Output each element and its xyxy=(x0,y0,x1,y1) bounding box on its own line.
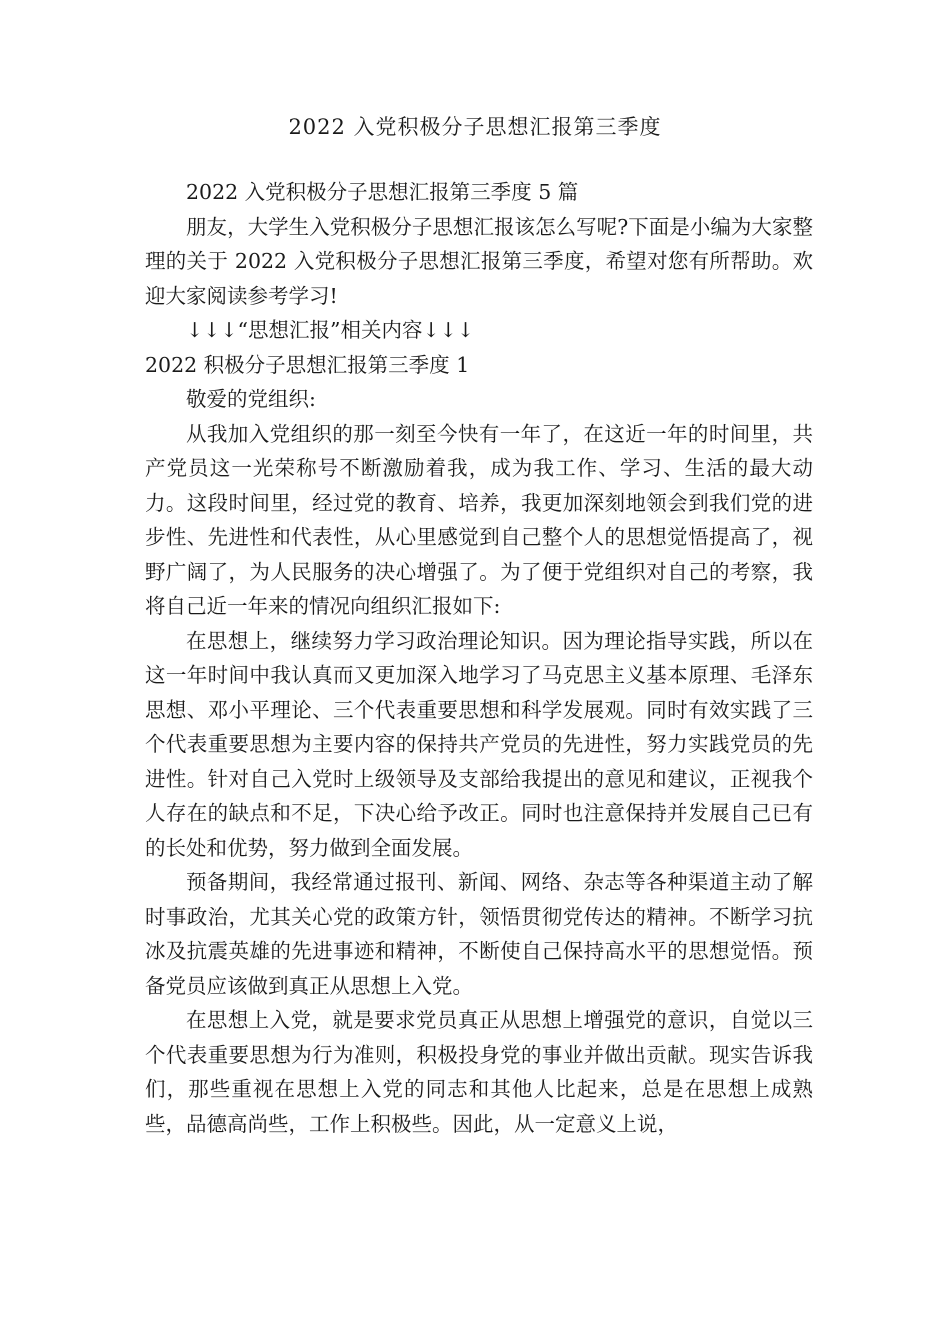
paragraph-intro: 朋友，大学生入党积极分子思想汇报该怎么写呢?下面是小编为大家整理的关于 2022 入党积极分子思想汇报第三季度，希望对您有所帮助。欢迎大家阅读参考学习! xyxy=(145,214,813,308)
paragraph-body: 预备期间，我经常通过报刊、新闻、网络、杂志等各种渠道主动了解时事政治，尤其关心党的政策方针，领悟贯彻党传达的精神。不断学习抗冰及抗震英雄的先进事迹和精神，不断使自己保持高水平的思想觉悟。预备党员应该做到真正从思想上入党。 xyxy=(145,870,813,998)
paragraph-body: 在思想上入党，就是要求党员真正从思想上增强党的意识，自觉以三个代表重要思想为行为准则，积极投身党的事业并做出贡献。现实告诉我们，那些重视在思想上入党的同志和其他人比起来，总是在思想上成熟些，品德高尚些，工作上积极些。因此，从一定意义上说， xyxy=(145,1008,813,1136)
paragraph-body: 从我加入党组织的那一刻至今快有一年了，在这近一年的时间里，共产党员这一光荣称号不断激励着我，成为我工作、学习、生活的最大动力。这段时间里，经过党的教育、培养，我更加深刻地领会到我们党的进步性、先进性和代表性，从心里感觉到自己整个人的思想觉悟提高了，视野广阔了，为人民服务的决心增强了。为了便于党组织对自己的考察，我将自己近一年来的情况向组织汇报如下: xyxy=(145,421,813,618)
paragraph-subtitle: 2022 入党积极分子思想汇报第三季度 5 篇 xyxy=(186,180,579,204)
paragraph-salutation: 敬爱的党组织: xyxy=(186,387,316,411)
document-body xyxy=(145,175,813,1141)
section-heading: 2022 积极分子思想汇报第三季度 1 xyxy=(145,352,470,377)
document-title: 2022 入党积极分子思想汇报第三季度 xyxy=(288,115,662,139)
paragraph-body: 在思想上，继续努力学习政治理论知识。因为理论指导实践，所以在这一年时间中我认真而又更加深入地学习了马克思主义基本原理、毛泽东思想、邓小平理论、三个代表重要思想和科学发展观。同时有效实践了三个代表重要思想为主要内容的保持共产党员的先进性，努力实践党员的先进性。针对自己入党时上级领导及支部给我提出的意见和建议，正视我个人存在的缺点和不足，下决心给予改正。同时也注意保持并发展自己已有的长处和优势，努力做到全面发展。 xyxy=(145,628,813,860)
paragraph-related-content: ↓↓↓“思想汇报”相关内容↓↓↓ xyxy=(186,318,475,342)
